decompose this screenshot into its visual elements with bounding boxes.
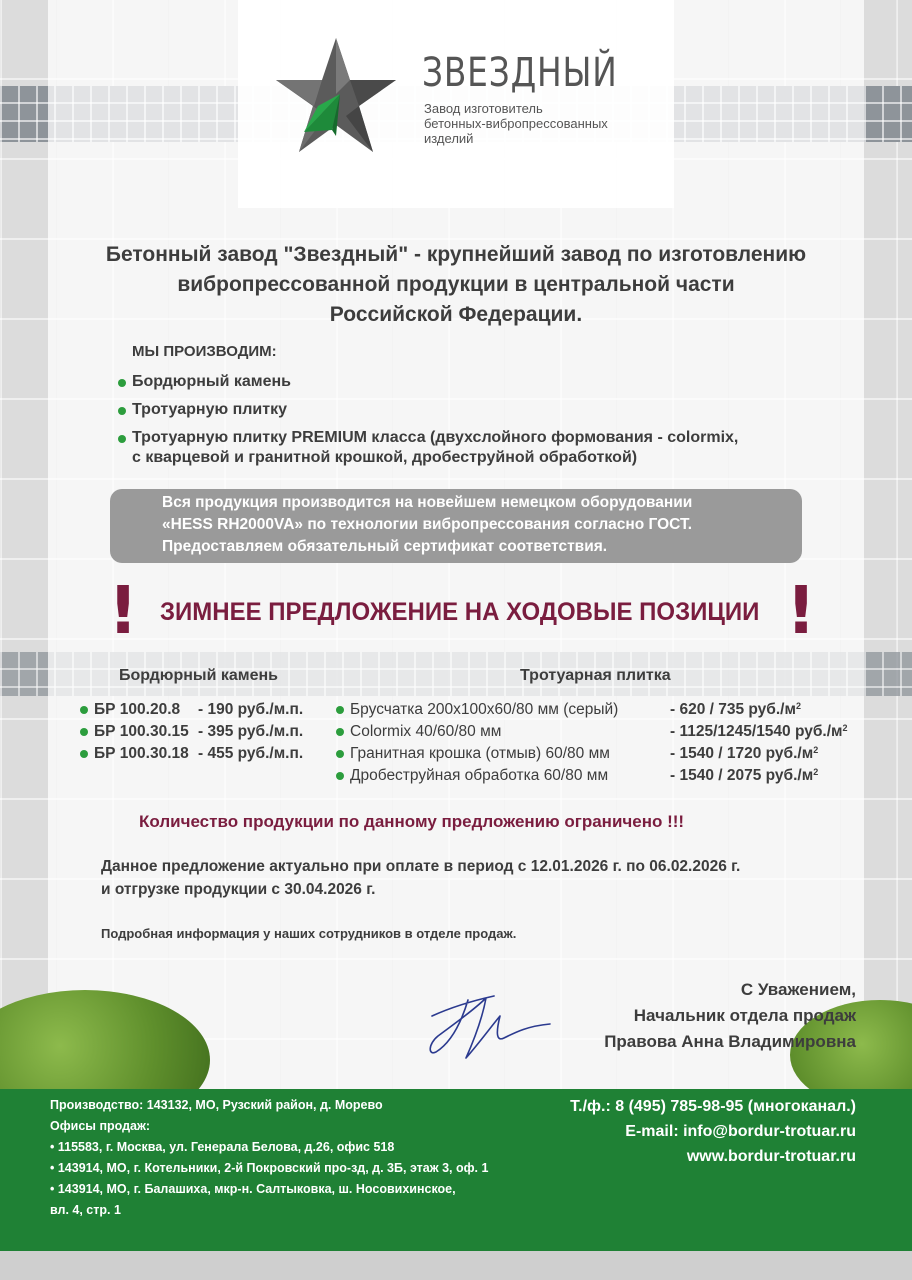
bullet-icon	[336, 772, 344, 780]
address-line: • 143914, МО, г. Котельники, 2-й Покровский про-зд, д. 3Б, этаж 3, оф. 1	[50, 1161, 489, 1175]
unit-superscript: 2	[813, 745, 819, 755]
tile-name: Colormix 40/60/80 мм	[350, 723, 502, 740]
bullet-icon	[336, 728, 344, 736]
tagline-line: Завод изготовитель	[424, 101, 543, 116]
address-line: Офисы продаж:	[50, 1119, 151, 1133]
brand-name: ЗВЕЗДНЫЙ	[422, 50, 618, 96]
list-item	[336, 721, 848, 743]
unit-superscript: 2	[842, 723, 848, 733]
star-logo-icon	[274, 36, 398, 166]
curb-code: БР 100.30.15	[94, 723, 189, 740]
tile-price-value: - 1540 / 1720 руб./м	[670, 745, 814, 762]
exclamation-left-icon: !	[108, 572, 139, 649]
address-line: Производство: 143132, МО, Рузский район, д. Морево	[50, 1098, 383, 1112]
curb-price: - 190 руб./м.п.	[198, 701, 304, 718]
tile-name: Брусчатка 200х100х60/80 мм (серый)	[350, 701, 619, 718]
unit-superscript: 2	[813, 767, 819, 777]
regards-line: С Уважением,	[740, 980, 856, 999]
produce-item-text: Тротуарную плитку	[132, 401, 287, 418]
period-line: и отгрузке продукции с 30.04.2026 г.	[101, 881, 376, 898]
list-item	[80, 721, 303, 743]
unit-superscript: 2	[795, 701, 801, 711]
equipment-info-box	[110, 489, 802, 563]
produce-item-text: Бордюрный камень	[132, 373, 291, 390]
bullet-icon	[80, 750, 88, 758]
tile-name: Гранитная крошка (отмыв) 60/80 мм	[350, 745, 610, 762]
more-info-note: Подробная информация у наших сотрудников в отделе продаж.	[101, 926, 517, 941]
headline-line: Российской Федерации.	[329, 303, 583, 326]
bullet-icon	[336, 706, 344, 714]
phone: Т./ф.: 8 (495) 785-98-95 (многоканал.)	[570, 1098, 856, 1115]
bottom-paving-strip	[0, 1251, 912, 1280]
list-item	[336, 765, 848, 787]
signer-name: Правова Анна Владимировна	[604, 1032, 856, 1051]
bullet-icon	[80, 706, 88, 714]
tile-price-value: - 1540 / 2075 руб./м	[670, 767, 814, 784]
curb-price-list	[80, 699, 303, 765]
tagline-line: бетонных-вибропрессованных	[424, 116, 608, 131]
tiles-price-list	[336, 699, 848, 787]
headline	[96, 240, 816, 330]
tile-price	[670, 699, 801, 721]
tile-price	[670, 743, 818, 765]
list-item	[80, 743, 303, 765]
bullet-icon	[118, 379, 126, 387]
period-line: Данное предложение актуально при оплате в период с 12.01.2026 г. по 06.02.2026 г.	[101, 858, 741, 875]
bullet-icon	[80, 728, 88, 736]
address-line: • 115583, г. Москва, ул. Генерала Белова, д.26, офис 518	[50, 1140, 395, 1154]
list-item	[336, 743, 848, 765]
tile-name: Дробеструйная обработка 60/80 мм	[350, 767, 609, 784]
tile-price	[670, 765, 818, 787]
exclamation-right-icon: !	[786, 572, 817, 649]
footer-addresses	[50, 1095, 530, 1221]
offer-period	[101, 855, 841, 901]
tiles-column-title: Тротуарная плитка	[520, 667, 671, 684]
bullet-icon	[336, 750, 344, 758]
bullet-icon	[118, 407, 126, 415]
produce-title: МЫ ПРОИЗВОДИМ:	[132, 343, 277, 360]
curb-code: БР 100.20.8	[94, 701, 181, 718]
address-line: • 143914, МО, г. Балашиха, мкр-н. Салтыковка, ш. Носовихинское,	[50, 1182, 456, 1196]
website-link[interactable]: www.bordur-trotuar.ru	[686, 1148, 856, 1165]
signer-title: Начальник отдела продаж	[633, 1006, 856, 1025]
list-item	[118, 372, 738, 392]
offer-title: ЗИМНЕЕ ПРЕДЛОЖЕНИЕ НА ХОДОВЫЕ ПОЗИЦИИ	[160, 598, 760, 626]
produce-list	[118, 372, 738, 476]
produce-item-text: Тротуарную плитку PREMIUM класса (двухслойного формования - colormix, с кварцевой и гранитной крошкой, дробеструйной обработкой)	[132, 429, 739, 466]
tile-price	[670, 721, 848, 743]
limited-notice: Количество продукции по данному предложению ограничено !!!	[139, 812, 685, 831]
info-line: «HESS RH2000VA» по технологии вибропрессования согласно ГОСТ.	[162, 516, 693, 533]
footer-contacts	[570, 1094, 856, 1169]
list-item	[118, 428, 738, 468]
tagline-line: изделий	[424, 131, 474, 146]
address-line: вл. 4, стр. 1	[50, 1203, 121, 1217]
handwritten-signature	[424, 980, 556, 1070]
curb-column-title: Бордюрный камень	[119, 667, 278, 684]
headline-line: Бетонный завод "Звездный" - крупнейший завод по изготовлению	[105, 243, 807, 266]
curb-price: - 455 руб./м.п.	[198, 745, 304, 762]
list-item	[80, 699, 303, 721]
curb-code: БР 100.30.18	[94, 745, 189, 762]
tile-price-value: - 1125/1245/1540 руб./м	[670, 723, 843, 740]
signature-block	[604, 977, 856, 1055]
tile-price-value: - 620 / 735 руб./м	[670, 701, 796, 718]
curb-price: - 395 руб./м.п.	[198, 723, 304, 740]
bullet-icon	[118, 435, 126, 443]
list-item	[336, 699, 848, 721]
info-line: Предоставляем обязательный сертификат соответствия.	[162, 538, 608, 555]
headline-line: вибропрессованной продукции в центральной части	[177, 273, 735, 296]
email-link[interactable]: E-mail: info@bordur-trotuar.ru	[625, 1123, 856, 1140]
list-item	[118, 400, 738, 420]
info-line: Вся продукция производится на новейшем немецком оборудовании	[162, 494, 693, 511]
brand-tagline	[424, 101, 664, 146]
